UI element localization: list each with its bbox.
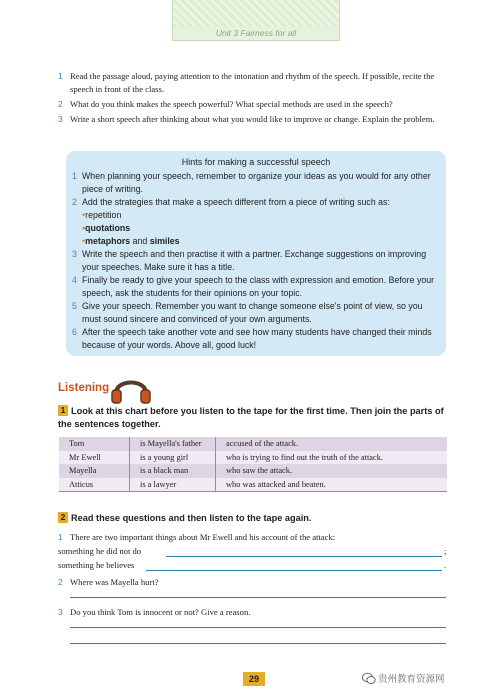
table-cell: is a black man [130,464,216,478]
question-text: Read the passage aloud, paying attention to the intonation and rhythm of the speech. If possible, recite the speech in front of the class. [70,71,435,94]
strategy-repetition [82,209,121,222]
hint-text: Add the strategies that make a speech different from a piece of writing such as: [82,197,390,207]
bullet-icon: • [82,223,86,233]
hint-item [72,248,444,273]
hint-text: Write the speech and then practise it with a partner. Exchange suggestions on improving your speeches. Make sure it has a title. [82,249,427,272]
listening-heading: Listening [58,382,110,394]
hint-number: 1 [72,171,77,181]
hint-number: 3 [72,249,77,259]
hint-text: Finally be ready to give your speech to the class with expression and emotion. Before your speech, ask the students for their opinions on your topic. [82,275,435,298]
hint-item [72,196,444,209]
table-cell: Mr Ewell [59,451,130,465]
hint-number: 5 [72,301,77,311]
question-text: Where was Mayella hurt? [70,577,159,587]
task-text: Look at this chart before you listen to the tape for the first time. Then join the parts of the sentences together. [58,406,444,429]
watermark: 贵州教育资源网 [378,674,445,685]
table-row [59,478,447,492]
banner-pattern [173,0,339,27]
listening-question-2 [58,576,450,589]
question-number: 3 [58,114,63,124]
question-1 [58,70,450,95]
answer-line-a[interactable] [166,556,442,557]
table-row [59,451,447,465]
hint-number: 6 [72,327,77,337]
hints-title: Hints for making a successful speech [181,157,331,167]
semicolon: ; [444,546,447,556]
question-text: What do you think makes the speech powerful? What special methods are used in the speech? [70,99,393,109]
table-cell: is Mayella's father [130,437,216,451]
unit-banner [172,0,340,41]
question-2 [58,98,450,111]
hint-item [72,274,444,299]
period: . [444,560,447,570]
strategy-metaphors-similes [82,235,180,248]
table-cell: Atticus [59,478,130,492]
hint-item [72,170,444,195]
question-number: 1 [58,532,63,542]
matching-chart [59,437,447,492]
question-number: 2 [58,577,63,587]
table-cell: Tom [59,437,130,451]
task-text: Read these questions and then listen to the tape again. [71,513,312,523]
answer-line-q3-1[interactable] [70,627,446,628]
question-number: 1 [58,71,63,81]
answer-label-b: something he believes [58,560,135,570]
wechat-icon [362,672,376,685]
question-text: Write a short speech after thinking about what you would like to improve or change. Explain the problem. [70,114,435,124]
bullet-icon: • [82,236,86,246]
table-cell: who saw the attack. [216,464,448,478]
hint-text: Give your speech. Remember you want to change someone else's point of view, so you must sound sincere and convinced of your own arguments. [82,301,423,324]
question-number: 2 [58,99,63,109]
headphones-icon [108,371,154,405]
strategy-label: quotations [85,223,131,233]
hint-text: After the speech take another vote and see how many students have changed their minds because of your words. Above all, good luck! [82,327,432,350]
table-cell: Mayella [59,464,130,478]
table-cell: is a lawyer [130,478,216,492]
unit-title: Unit 3 Fairness for all [215,28,297,38]
hint-number: 4 [72,275,77,285]
question-text: There are two important things about Mr Ewell and his account of the attack: [70,532,336,542]
table-cell: accused of the attack. [216,437,448,451]
table-cell: is a young girl [130,451,216,465]
hint-item [72,326,444,351]
answer-line-q3-2[interactable] [70,643,446,644]
table-cell: who was attacked and beaten. [216,478,448,492]
strategy-label: repetition [85,210,122,220]
hint-number: 2 [72,197,77,207]
hints-box [66,151,446,356]
strategy-connector: and [132,236,148,246]
answer-line-b[interactable] [146,570,442,571]
hint-item [72,300,444,325]
answer-line-q2[interactable] [70,597,446,598]
answer-label-a: something he did not do [58,546,142,556]
table-cell: who is trying to find out the truth of the attack. [216,451,448,465]
table-row [59,437,447,451]
strategy-quotations [82,222,130,235]
task-2-instruction [58,512,450,525]
question-3 [58,113,450,126]
question-number: 3 [58,607,63,617]
strategy-label: similes [149,236,180,246]
question-text: Do you think Tom is innocent or not? Give a reason. [70,607,251,617]
hint-text: When planning your speech, remember to organize your ideas as you would for any other piece of writing. [82,171,431,194]
bullet-icon: • [82,210,86,220]
task-1-instruction [58,405,450,431]
page-number: 29 [243,672,265,686]
listening-question-1 [58,531,450,544]
strategy-label: metaphors [85,236,131,246]
task-number-badge: 2 [58,512,68,523]
task-number-badge: 1 [58,405,68,416]
listening-question-3 [58,606,450,619]
table-row [59,464,447,478]
